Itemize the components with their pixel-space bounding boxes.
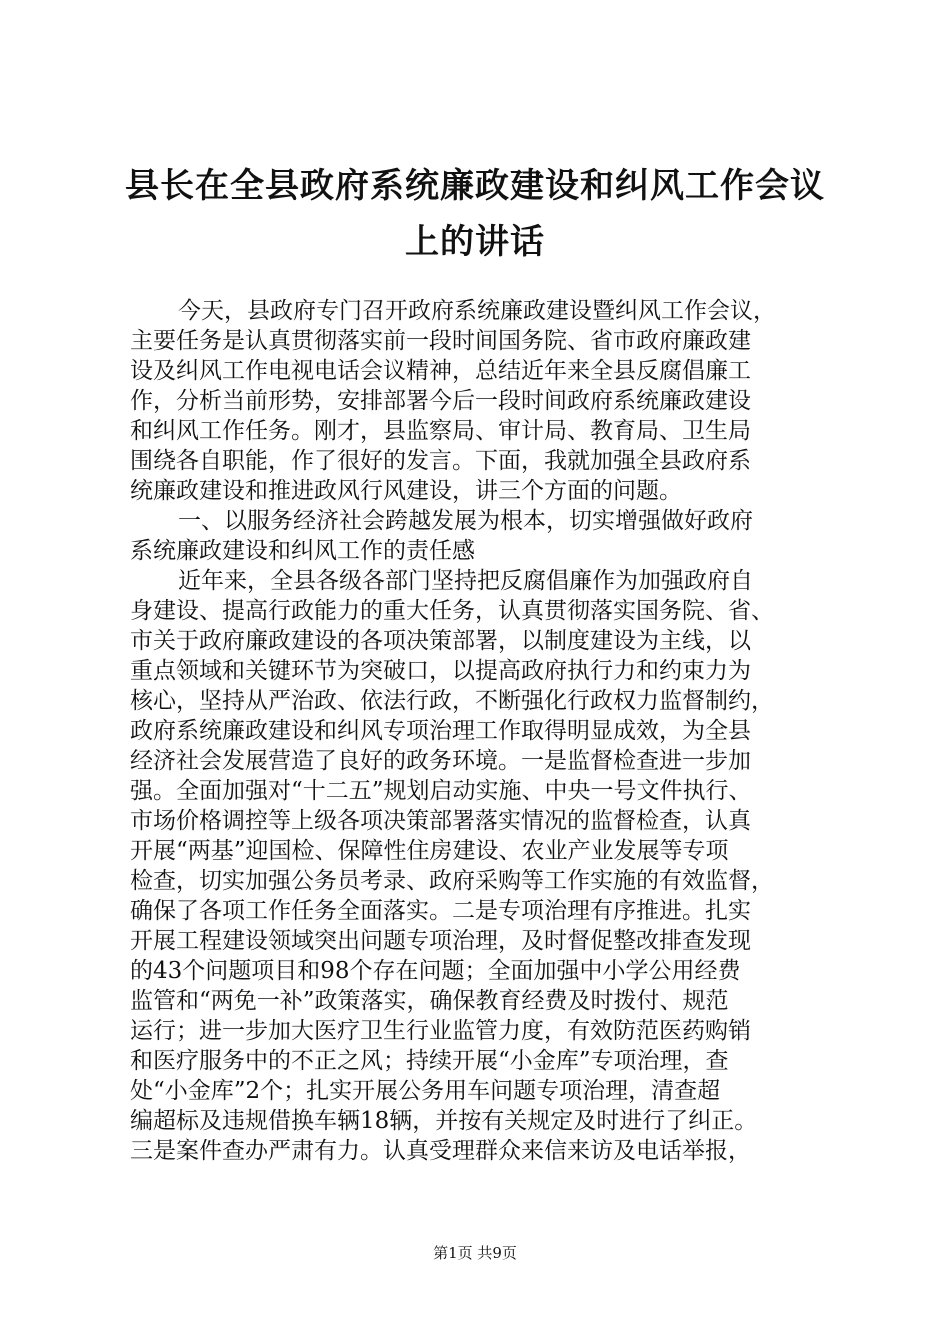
text-line: 和医疗服务中的不正之风；持续开展“小金库”专项治理，查 <box>130 1048 729 1074</box>
title-line: 县长在全县政府系统廉政建设和纠风工作会议 <box>125 166 825 206</box>
section-heading-1 <box>130 506 830 566</box>
text-line: 身建设、提高行政能力的重大任务，认真贯彻落实国务院、省、 <box>130 598 774 624</box>
text-line: 三是案件查办严肃有力。认真受理群众来信来访及电话举报， <box>130 1138 751 1164</box>
text-line: 监管和“两免一补”政策落实，确保教育经费及时拨付、规范 <box>130 988 729 1014</box>
text-line: 市场价格调控等上级各项决策部署落实情况的监督检查，认真 <box>130 808 751 834</box>
text-line: 核心，坚持从严治政、依法行政，不断强化行政权力监督制约， <box>130 688 774 714</box>
text-line: 开展“两基”迎国检、保障性住房建设、农业产业发展等专项 <box>130 838 729 864</box>
text-line: 开展工程建设领域突出问题专项治理，及时督促整改排查发现 <box>130 928 751 954</box>
text-line: 围绕各自职能，作了很好的发言。下面，我就加强全县政府系 <box>130 448 751 474</box>
text-line: 检查，切实加强公务员考录、政府采购等工作实施的有效监督， <box>130 868 774 894</box>
text-line: 重点领域和关键环节为突破口，以提高政府执行力和约束力为 <box>130 658 751 684</box>
text-line: 运行；进一步加大医疗卫生行业监管力度，有效防范医药购销 <box>130 1018 751 1044</box>
text-line: 作，分析当前形势，安排部署今后一段时间政府系统廉政建设 <box>130 388 751 414</box>
text-line: 编超标及违规借换车辆18辆，并按有关规定及时进行了纠正。 <box>130 1108 758 1134</box>
text-line: 的43个问题项目和98个存在问题；全面加强中小学公用经费 <box>130 958 741 984</box>
text-line: 经济社会发展营造了良好的政务环境。一是监督检查进一步加 <box>130 748 751 774</box>
text-line: 市关于政府廉政建设的各项决策部署，以制度建设为主线，以 <box>130 628 751 654</box>
paragraph-achievements <box>130 566 830 1166</box>
text-line: 政府系统廉政建设和纠风专项治理工作取得明显成效，为全县 <box>130 718 751 744</box>
page-footer: 第1页 共9页 <box>433 1244 517 1262</box>
document-title <box>120 158 830 270</box>
text-line: 近年来，全县各级各部门坚持把反腐倡廉作为加强政府自 <box>178 568 753 594</box>
text-line: 确保了各项工作任务全面落实。二是专项治理有序推进。扎实 <box>130 898 751 924</box>
title-line: 上的讲话 <box>405 222 545 262</box>
document-body <box>130 296 830 1166</box>
text-line: 一、以服务经济社会跨越发展为根本，切实增强做好政府 <box>178 508 753 534</box>
text-line: 和纠风工作任务。刚才，县监察局、审计局、教育局、卫生局 <box>130 418 751 444</box>
text-line: 系统廉政建设和纠风工作的责任感 <box>130 538 475 564</box>
text-line: 处“小金库”2个；扎实开展公务用车问题专项治理，清查超 <box>130 1078 721 1104</box>
text-line: 主要任务是认真贯彻落实前一段时间国务院、省市政府廉政建 <box>130 328 751 354</box>
text-line: 统廉政建设和推进政风行风建设，讲三个方面的问题。 <box>130 478 682 504</box>
text-line: 强。全面加强对“十二五”规划启动实施、中央一号文件执行、 <box>130 778 752 804</box>
paragraph-intro <box>130 296 830 506</box>
text-line: 今天，县政府专门召开政府系统廉政建设暨纠风工作会议， <box>178 298 776 324</box>
text-line: 设及纠风工作电视电话会议精神，总结近年来全县反腐倡廉工 <box>130 358 751 384</box>
